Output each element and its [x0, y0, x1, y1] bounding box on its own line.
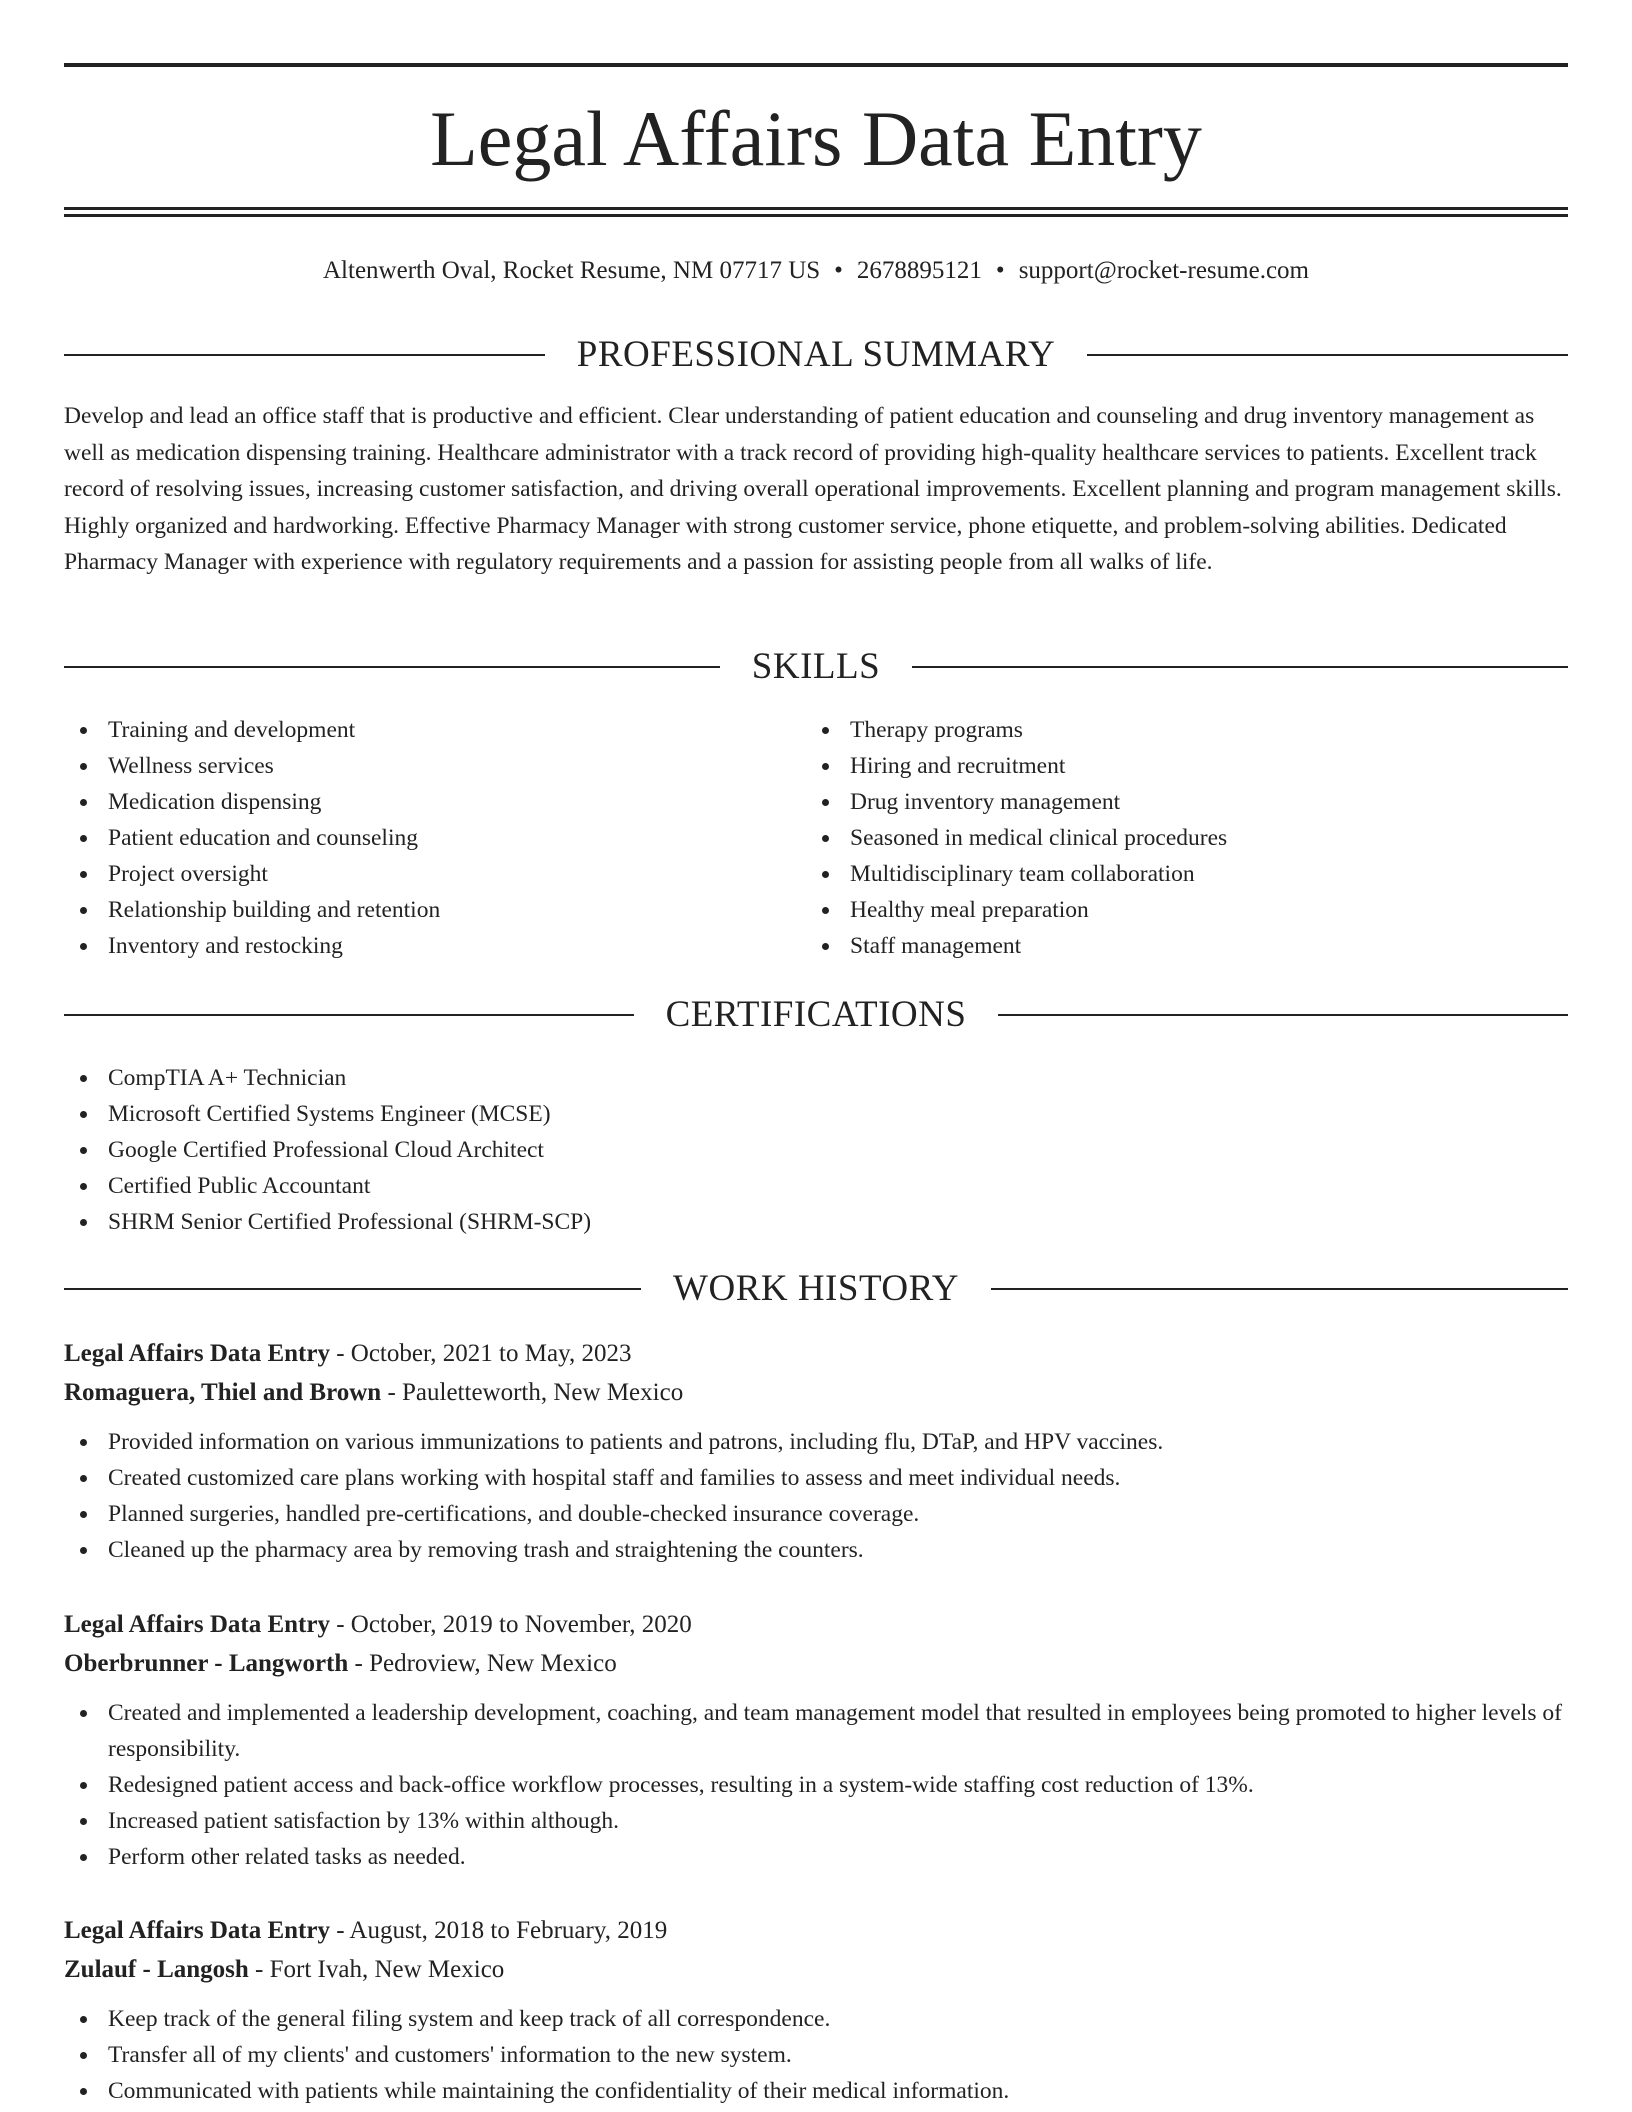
- job-title: Legal Affairs Data Entry: [64, 1611, 330, 1638]
- job-company: Romaguera, Thiel and Brown: [64, 1379, 382, 1406]
- job-bullet: Cleaned up the pharmacy area by removing trash and straightening the counters.: [64, 1532, 1568, 1568]
- job-bullet: Redesigned patient access and back-office workflow processes, resulting in a system-wide staffing cost reduction of 13%.: [64, 1767, 1568, 1803]
- skill-item: Drug inventory management: [806, 784, 1506, 820]
- section-title-certifications: CERTIFICATIONS: [665, 994, 967, 1035]
- job-dates: - October, 2019 to November, 2020: [329, 1611, 692, 1638]
- section-header-skills: [64, 645, 1568, 689]
- section-rule: [64, 666, 720, 668]
- certification-item: Certified Public Accountant: [64, 1168, 1064, 1204]
- top-rule: [64, 63, 1568, 67]
- job-company: Oberbrunner - Langworth: [64, 1650, 349, 1677]
- skill-item: Relationship building and retention: [64, 892, 764, 928]
- section-rule: [64, 1014, 634, 1016]
- job-company: Zulauf - Langosh: [64, 1956, 249, 1983]
- job-entry: [64, 1605, 1568, 1875]
- section-header-work-history: [64, 1267, 1568, 1311]
- job-location: - Pauletteworth, New Mexico: [381, 1379, 684, 1406]
- certification-item: CompTIA A+ Technician: [64, 1060, 1064, 1096]
- job-bullets: [64, 2001, 1568, 2109]
- section-rule: [64, 1288, 641, 1290]
- skill-item: Training and development: [64, 712, 764, 748]
- contact-separator: •: [834, 257, 843, 284]
- title-double-rule: [64, 207, 1568, 217]
- section-header-certifications: [64, 993, 1568, 1037]
- skill-item: Seasoned in medical clinical procedures: [806, 820, 1506, 856]
- job-bullet: Transfer all of my clients' and customers' information to the new system.: [64, 2037, 1568, 2073]
- section-rule: [1087, 354, 1568, 356]
- skills-list-right: [806, 712, 1506, 964]
- contact-email: support@rocket-resume.com: [1018, 257, 1309, 284]
- job-bullet: Increased patient satisfaction by 13% within although.: [64, 1803, 1568, 1839]
- job-bullets: [64, 1695, 1568, 1875]
- certifications-list: [64, 1060, 1064, 1240]
- job-dates: - August, 2018 to February, 2019: [329, 1917, 668, 1944]
- skills-list-left: [64, 712, 764, 964]
- job-bullet: Planned surgeries, handled pre-certifications, and double-checked insurance coverage.: [64, 1496, 1568, 1532]
- job-bullets: [64, 1424, 1568, 1568]
- section-rule: [998, 1014, 1568, 1016]
- job-entry: [64, 1911, 1568, 2109]
- certification-item: Microsoft Certified Systems Engineer (MCSE): [64, 1096, 1064, 1132]
- section-title-work-history: WORK HISTORY: [673, 1268, 959, 1309]
- skill-item: Therapy programs: [806, 712, 1506, 748]
- job-entry: [64, 1334, 1568, 1568]
- skill-item: Project oversight: [64, 856, 764, 892]
- summary-text: Develop and lead an office staff that is productive and efficient. Clear understanding of patient education and counseling and drug inventory management as well as medication dispensing training. Healthcare administrator with a track record of providing high-quality healthcare services to patients. Excellent track record of resolving issues, increasing customer satisfaction, and driving overall operational improvements. Excellent planning and program management skills. Highly organized and hardworking. Effective Pharmacy Manager with strong customer service, phone etiquette, and problem-solving abilities. Dedicated Pharmacy Manager with experience with regulatory requirements and a passion for assisting people from all walks of life.: [64, 403, 1562, 575]
- job-bullet: Perform other related tasks as needed.: [64, 1839, 1568, 1875]
- section-title-summary: PROFESSIONAL SUMMARY: [576, 334, 1056, 375]
- job-title: Legal Affairs Data Entry: [64, 1340, 330, 1367]
- contact-separator: •: [995, 257, 1005, 284]
- job-title: Legal Affairs Data Entry: [64, 1917, 330, 1944]
- section-title-skills: SKILLS: [751, 646, 881, 687]
- job-bullet: Created and implemented a leadership development, coaching, and team management model that resulted in employees being promoted to higher levels of responsibility.: [64, 1695, 1568, 1767]
- skill-item: Wellness services: [64, 748, 764, 784]
- section-rule: [64, 354, 545, 356]
- section-header-summary: [64, 333, 1568, 377]
- skill-item: Staff management: [806, 928, 1506, 964]
- skill-item: Hiring and recruitment: [806, 748, 1506, 784]
- job-dates: - October, 2021 to May, 2023: [329, 1340, 632, 1367]
- certification-item: Google Certified Professional Cloud Architect: [64, 1132, 1064, 1168]
- skill-item: Medication dispensing: [64, 784, 764, 820]
- job-location: - Fort Ivah, New Mexico: [248, 1956, 505, 1983]
- job-bullet: Provided information on various immunizations to patients and patrons, including flu, DTaP, and HPV vaccines.: [64, 1424, 1568, 1460]
- contact-address: Altenwerth Oval, Rocket Resume, NM 07717 US: [323, 257, 821, 284]
- job-bullet: Keep track of the general filing system and keep track of all correspondence.: [64, 2001, 1568, 2037]
- skill-item: Patient education and counseling: [64, 820, 764, 856]
- contact-phone: 2678895121: [856, 257, 982, 284]
- resume-title: Legal Affairs Data Entry: [430, 95, 1202, 182]
- contact-line: [64, 254, 1568, 288]
- certification-item: SHRM Senior Certified Professional (SHRM-SCP): [64, 1204, 1064, 1240]
- job-location: - Pedroview, New Mexico: [348, 1650, 617, 1677]
- skill-item: Inventory and restocking: [64, 928, 764, 964]
- job-bullet: Communicated with patients while maintaining the confidentiality of their medical information.: [64, 2073, 1568, 2109]
- skill-item: Multidisciplinary team collaboration: [806, 856, 1506, 892]
- job-bullet: Created customized care plans working with hospital staff and families to assess and meet individual needs.: [64, 1460, 1568, 1496]
- skill-item: Healthy meal preparation: [806, 892, 1506, 928]
- section-rule: [912, 666, 1568, 668]
- section-rule: [991, 1288, 1568, 1290]
